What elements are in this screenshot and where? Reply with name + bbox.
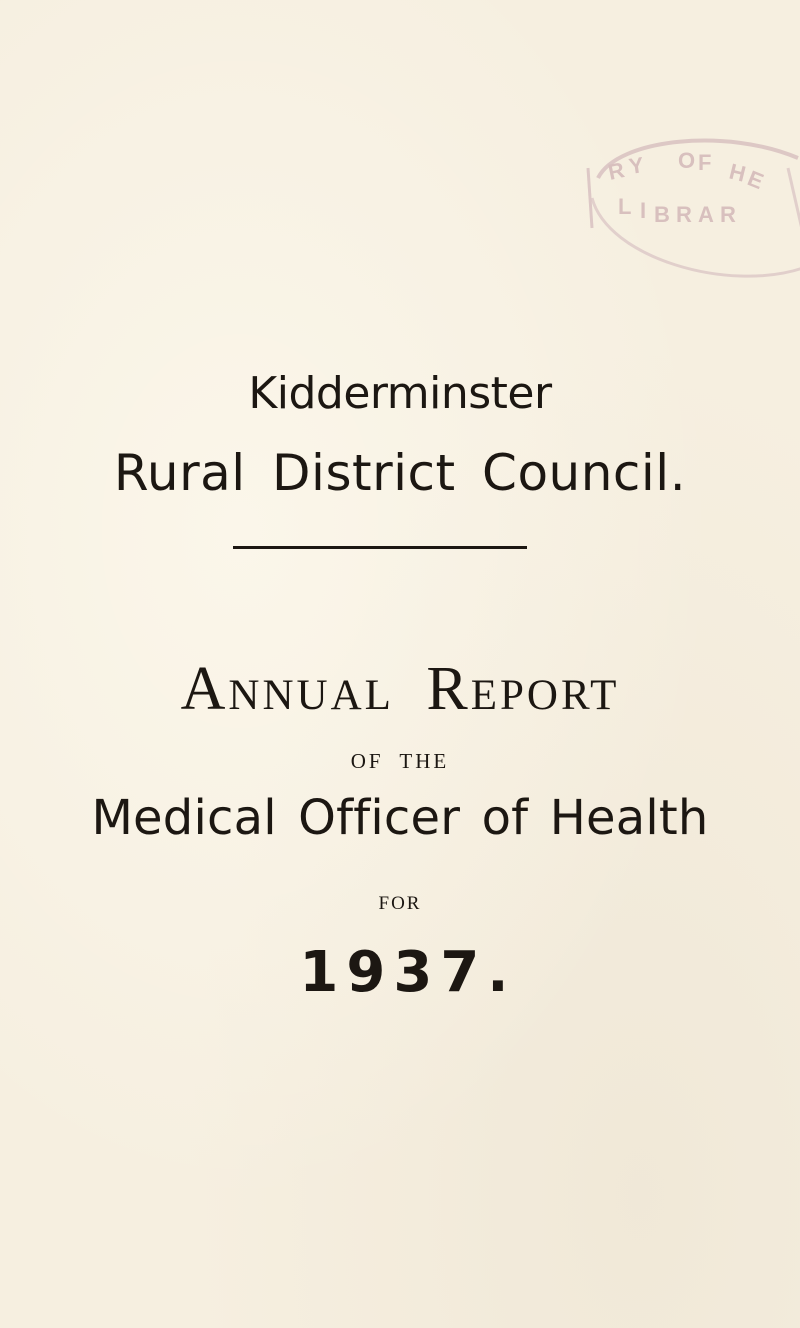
- for-label: FOR: [378, 893, 422, 914]
- svg-text:R: R: [720, 202, 736, 227]
- report-title: Annual Report: [180, 655, 620, 723]
- council-town-name: Kidderminster: [248, 368, 552, 419]
- svg-text:R: R: [605, 157, 627, 185]
- divider-rule: [233, 546, 527, 549]
- of-the-label: OF THE: [350, 749, 450, 773]
- svg-text:L: L: [618, 194, 632, 219]
- svg-text:O: O: [678, 148, 696, 173]
- svg-text:Y: Y: [627, 152, 646, 179]
- svg-text:H: H: [726, 158, 749, 187]
- report-subtitle: Medical Officer of Health: [91, 790, 709, 846]
- library-stamp-icon: [578, 118, 800, 298]
- svg-text:R: R: [676, 202, 692, 227]
- svg-text:I: I: [640, 198, 647, 223]
- svg-text:F: F: [698, 150, 712, 175]
- report-year: 1937.: [299, 940, 517, 1005]
- svg-text:B: B: [654, 202, 670, 227]
- svg-text:A: A: [698, 202, 714, 227]
- council-name: Rural District Council.: [113, 444, 687, 502]
- svg-text:E: E: [744, 165, 768, 195]
